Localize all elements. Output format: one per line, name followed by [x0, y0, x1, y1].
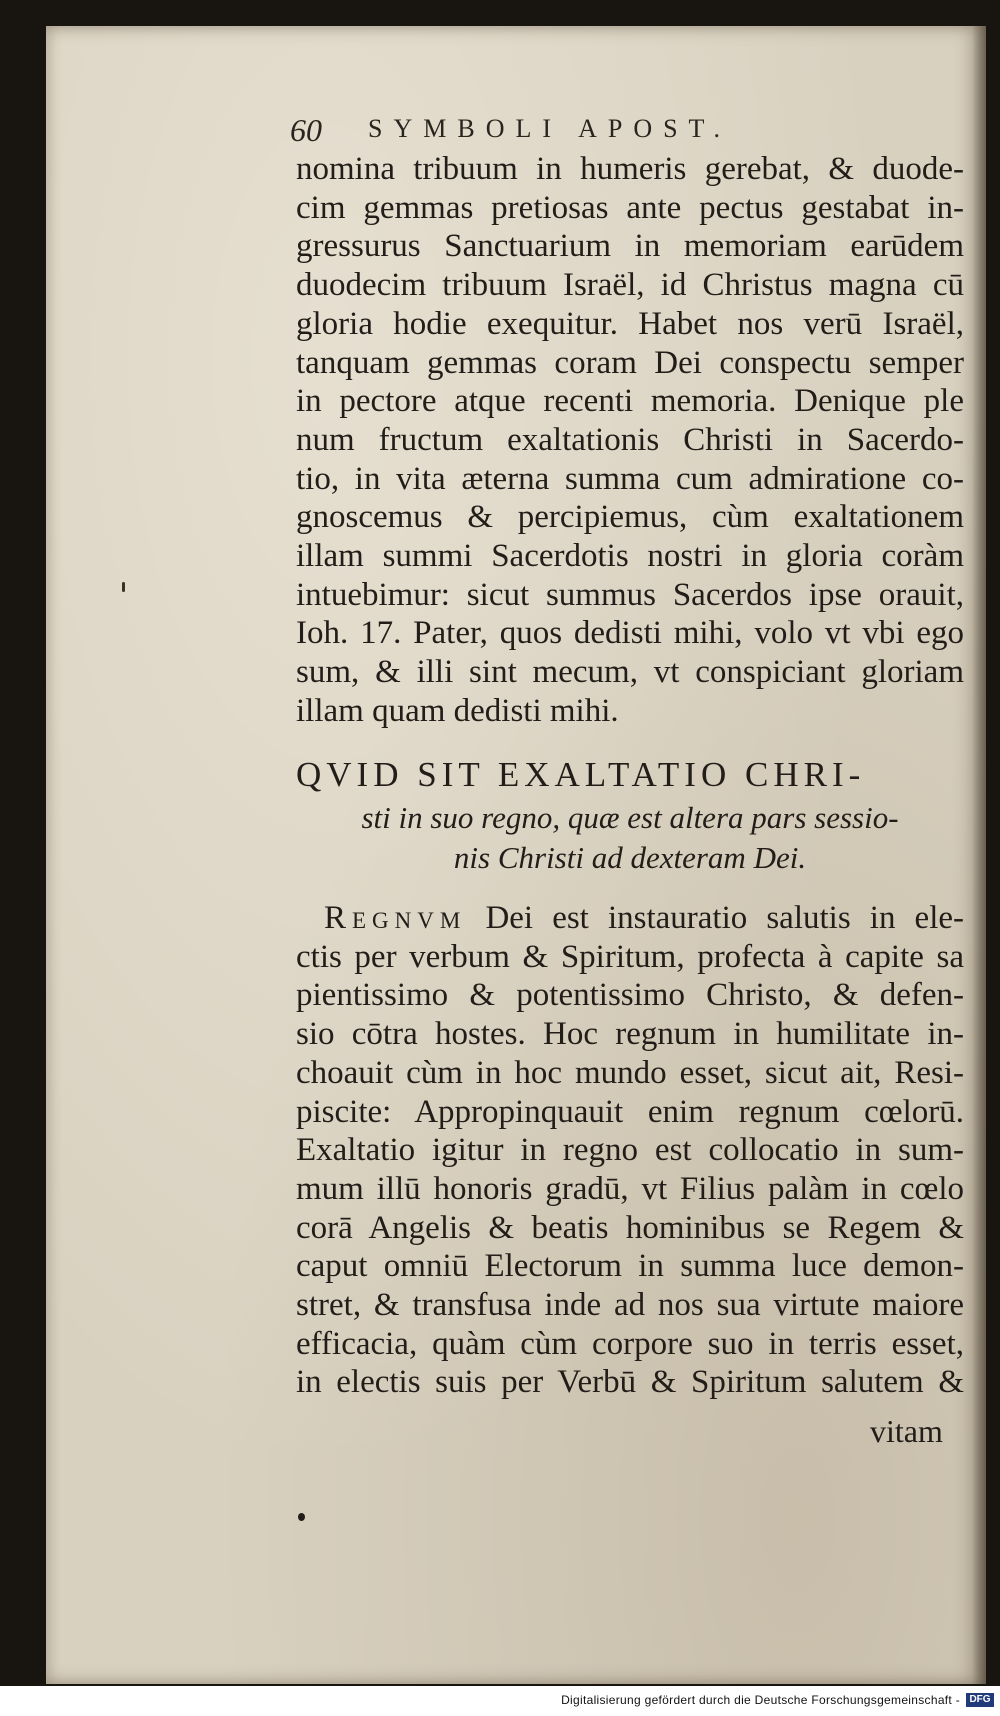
section-heading: QVID SIT EXALTATIO CHRI- — [296, 755, 866, 794]
text-line: in pectore atque recenti memoria. Denique ple — [296, 383, 964, 420]
text-line: illam quam dedisti mihi. — [296, 692, 619, 729]
text-line: sio cōtra hostes. Hoc regnum in humilitate in- — [296, 1016, 964, 1053]
text-line: pientissimo & potentissimo Christo, & defen- — [296, 977, 964, 1014]
text-line: tio, in vita æterna summa cum admiratione co- — [296, 460, 964, 497]
running-head — [290, 112, 830, 152]
text-line: tanquam gemmas coram Dei conspectu semper — [296, 344, 964, 381]
text-line: corā Angelis & beatis hominibus se Regem & — [296, 1209, 964, 1246]
text-line: choauit cùm in hoc mundo esset, sicut ait, Resi- — [296, 1054, 964, 1091]
text-line: nomina tribuum in humeris gerebat, & duode- — [296, 151, 964, 187]
section-subheading — [296, 798, 964, 878]
text-line: cim gemmas pretiosas ante pectus gestabat in- — [296, 189, 964, 226]
ink-spot — [298, 1513, 305, 1521]
text-line: num fructum exaltationis Christi in Sacerdo- — [296, 421, 964, 458]
text-line: gloria hodie exequitur. Habet nos verū Israël, — [296, 305, 964, 342]
text-line: Ioh. 17. Pater, quos dedisti mihi, volo vt vbi ego — [296, 615, 964, 652]
text-line: intuebimur: sicut summus Sacerdos ipse orauit, — [296, 576, 964, 613]
dfg-logo: DFG — [966, 1693, 994, 1707]
text-line: Exaltatio igitur in regno est collocatio in sum- — [296, 1132, 964, 1169]
text-line: gressurus Sanctuarium in memoriam earūdem — [296, 228, 964, 265]
footer-credit: Digitalisierung gefördert durch die Deutsche Forschungsgemeinschaft - — [561, 1693, 960, 1707]
text-line: gnoscemus & percipiemus, cùm exaltationem — [296, 499, 964, 536]
first-line-rest: Dei est instauratio salutis in ele- — [466, 900, 964, 936]
paragraph-1 — [296, 150, 964, 731]
text-line: piscite: Appropinquauit enim regnum cœlorū. — [296, 1093, 964, 1130]
paragraph-2 — [296, 899, 964, 1402]
text-line: in electis suis per Verbū & Spiritum salutem & — [296, 1364, 964, 1401]
opening-word: Regnvm — [324, 900, 467, 936]
running-title: SYMBOLI APOST. — [368, 114, 732, 143]
subheading-line: sti in suo regno, quæ est altera pars sessio- — [361, 800, 899, 835]
text-line: duodecim tribuum Israël, id Christus magna cū — [296, 267, 964, 304]
footer-bar — [0, 1686, 1000, 1716]
text-line: sum, & illi sint mecum, vt conspiciant gloriam — [296, 654, 964, 691]
text-line: stret, & transfusa inde ad nos sua virtute maiore — [296, 1287, 964, 1324]
page-number: 60 — [290, 112, 322, 148]
text-line: efficacia, quàm cùm corpore suo in terris esset, — [296, 1325, 964, 1362]
text-line: mum illū honoris gradū, vt Filius palàm in cœlo — [296, 1170, 964, 1207]
text-line: illam summi Sacerdotis nostri in gloria coràm — [296, 538, 964, 575]
ink-mark — [122, 582, 125, 592]
text-line-first — [296, 899, 964, 938]
page-edge-shadow — [972, 26, 986, 1684]
text-line: ctis per verbum & Spiritum, profecta à capite sa — [296, 938, 964, 975]
text-line: caput omniū Electorum in summa luce demon- — [296, 1248, 964, 1285]
subheading-line: nis Christi ad dexteram Dei. — [453, 840, 807, 875]
catchword: vitam — [870, 1413, 943, 1449]
